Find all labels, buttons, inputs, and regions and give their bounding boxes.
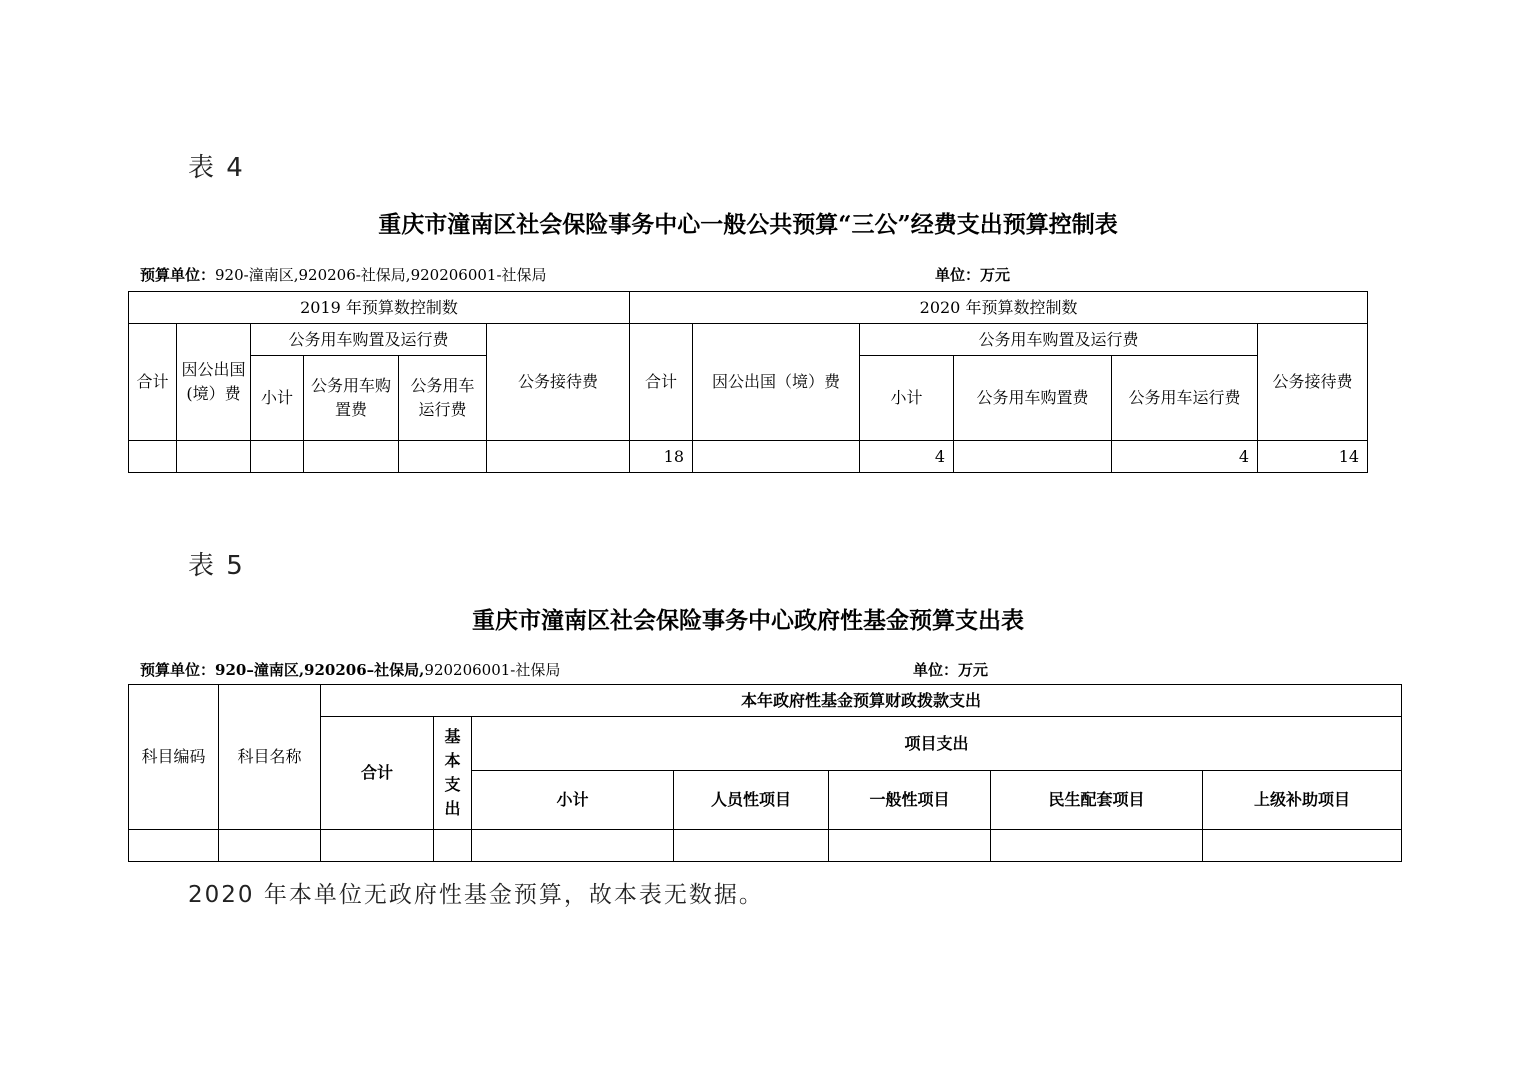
header-total: 合计 <box>321 717 434 830</box>
budget-unit-label: 预算单位： <box>140 661 216 679</box>
table5-unit: 单位：万元 <box>913 661 989 679</box>
cell-2019-total <box>129 441 177 473</box>
table4 <box>128 291 1368 473</box>
table5-title: 重庆市潼南区社会保险事务中心政府性基金预算支出表 <box>472 607 1024 634</box>
year-2020-header: 2020 年预算数控制数 <box>630 292 1368 324</box>
header-2019-car-group: 公务用车购置及运行费 <box>251 324 487 356</box>
budget-unit-rest: 920206001-社保局 <box>424 661 561 679</box>
header-group: 本年政府性基金预算财政拨款支出 <box>321 685 1402 717</box>
header-2019-total: 合计 <box>129 324 177 441</box>
header-general: 一般性项目 <box>829 771 991 830</box>
cell-2019-car-subtotal <box>251 441 304 473</box>
table5 <box>128 684 1402 862</box>
table5-note: 2020 年本单位无政府性基金预算，故本表无数据。 <box>188 882 764 908</box>
header-2020-total: 合计 <box>630 324 693 441</box>
header-superior: 上级补助项目 <box>1203 771 1402 830</box>
header-2020-car-subtotal: 小计 <box>860 356 954 441</box>
header-basic: 基本支出 <box>434 717 472 830</box>
table4-unit: 单位：万元 <box>935 266 1011 284</box>
budget-unit-label: 预算单位： <box>140 266 216 284</box>
header-2019-car-purchase: 公务用车购置费 <box>304 356 399 441</box>
cell-2019-abroad <box>177 441 251 473</box>
header-name: 科目名称 <box>219 685 321 830</box>
cell-2020-abroad <box>693 441 860 473</box>
table4-budget-unit <box>140 264 547 285</box>
budget-unit-bold: 920–潼南区,920206–社保局, <box>215 661 425 679</box>
header-personnel: 人员性项目 <box>674 771 829 830</box>
header-2020-car-purchase: 公务用车购置费 <box>954 356 1112 441</box>
cell-2019-car-purchase <box>304 441 399 473</box>
table-row <box>129 830 1402 862</box>
cell-2020-car-subtotal: 4 <box>860 441 954 473</box>
header-2019-car-subtotal: 小计 <box>251 356 304 441</box>
header-code: 科目编码 <box>129 685 219 830</box>
cell-2020-reception: 14 <box>1258 441 1368 473</box>
header-2019-car-operation: 公务用车运行费 <box>399 356 487 441</box>
header-2019-abroad: 因公出国(境）费 <box>177 324 251 441</box>
table4-label: 表 4 <box>188 153 245 183</box>
header-2020-reception: 公务接待费 <box>1258 324 1368 441</box>
header-livelihood: 民生配套项目 <box>991 771 1203 830</box>
header-2020-car-operation: 公务用车运行费 <box>1112 356 1258 441</box>
year-2019-header: 2019 年预算数控制数 <box>129 292 630 324</box>
cell-2020-car-purchase <box>954 441 1112 473</box>
cell-2019-car-operation <box>399 441 487 473</box>
cell-2020-car-operation: 4 <box>1112 441 1258 473</box>
cell-2019-reception <box>487 441 630 473</box>
table-row <box>129 441 1368 473</box>
header-subtotal: 小计 <box>472 771 674 830</box>
table5-budget-unit <box>140 659 560 680</box>
table4-title: 重庆市潼南区社会保险事务中心一般公共预算“三公”经费支出预算控制表 <box>378 211 1118 238</box>
budget-unit-value: 920-潼南区,920206-社保局,920206001-社保局 <box>215 266 547 284</box>
cell-2020-total: 18 <box>630 441 693 473</box>
header-2020-abroad: 因公出国（境）费 <box>693 324 860 441</box>
table5-label: 表 5 <box>188 551 245 581</box>
header-2019-reception: 公务接待费 <box>487 324 630 441</box>
header-project: 项目支出 <box>472 717 1402 771</box>
header-2020-car-group: 公务用车购置及运行费 <box>860 324 1258 356</box>
